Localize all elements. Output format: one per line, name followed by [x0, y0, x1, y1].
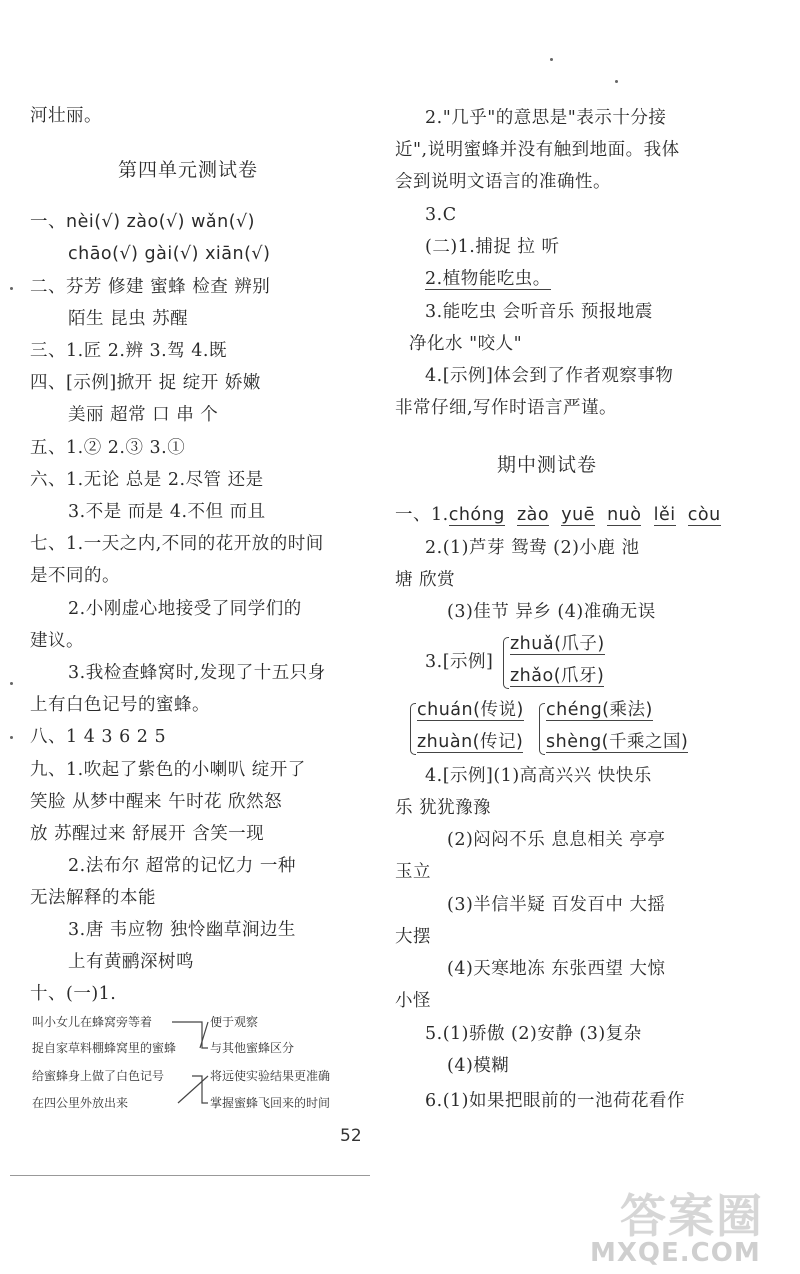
- match-right-item: 将远使实验结果更准确: [210, 1069, 331, 1083]
- answer-m6: 6.(1)如果把眼前的一池荷花看作: [425, 1091, 685, 1111]
- answer-q9-line4: 2.法布尔 超常的记忆力 一种: [68, 856, 296, 876]
- answer-q8: 八、1 4 3 6 2 5: [30, 727, 167, 747]
- answer-m4-line8: 小怪: [395, 991, 431, 1011]
- match-right-item: 掌握蜜蜂飞回来的时间: [210, 1096, 331, 1110]
- match-left-item: 在四公里外放出来: [32, 1096, 129, 1110]
- answer-q7-line1: 七、1.一天之内,不同的花开放的时间: [30, 534, 324, 554]
- answer-m3-prefix: 3.[示例]: [425, 652, 494, 672]
- answer-q6-line1: 六、1.无论 总是 2.尽管 还是: [30, 470, 264, 490]
- answer-q7-line4: 建议。: [30, 631, 84, 651]
- answer-q9-line3: 放 苏醒过来 舒展开 含笑一现: [30, 824, 265, 844]
- text-line: 河壮丽。: [30, 106, 102, 126]
- answer-m2-line3: (3)佳节 异乡 (4)准确无误: [447, 602, 656, 622]
- page-number: 52: [340, 1126, 362, 1146]
- answer-q9-line2: 笑脸 从梦中醒来 午时花 欣然怒: [30, 792, 283, 812]
- answer-q7-line5: 3.我检查蜂窝时,发现了十五只身: [68, 663, 326, 683]
- answer-m2-line1: 2.(1)芦芽 鸳鸯 (2)小鹿 池: [425, 538, 640, 558]
- polyphone-reading: chéng(乘法): [546, 700, 653, 720]
- scan-speck: [10, 287, 13, 290]
- answer-q9-line6: 3.唐 韦应物 独怜幽草涧边生: [68, 920, 296, 940]
- answer-m4-line3: (2)闷闷不乐 息息相关 亭亭: [447, 830, 666, 850]
- answer-m1: 一、1.chóng zào yuē nuò lěi còu: [395, 505, 721, 525]
- match-line: [178, 1076, 208, 1103]
- answer-q2-line2: 陌生 昆虫 苏醒: [68, 309, 189, 329]
- scan-speck: [550, 58, 553, 61]
- scan-speck: [615, 80, 618, 83]
- underlined-answer: 2.植物能吃虫。: [425, 269, 551, 289]
- match-left-item: 捉自家草料棚蜂窝里的蜜蜂: [32, 1041, 177, 1055]
- scan-speck: [10, 682, 13, 685]
- answer-q1-line2: chāo(√) gài(√) xiān(√): [68, 244, 271, 264]
- text-line: 3.C: [425, 205, 457, 225]
- match-left-item: 叫小女儿在蜂窝旁等着: [32, 1015, 153, 1029]
- answer-m4-line4: 玉立: [395, 862, 431, 882]
- answer-q4-line1: 四、[示例]掀开 捉 绽开 娇嫩: [30, 373, 261, 393]
- answer-m4-line2: 乐 犹犹豫豫: [395, 798, 492, 818]
- pinyin-answer: chóng: [448, 505, 505, 525]
- answer-m4-line6: 大摆: [395, 927, 431, 947]
- polyphone-reading: zhuǎ(爪子): [510, 634, 605, 654]
- answer-q1-line1: 一、nèi(√) zào(√) wǎn(√): [30, 212, 256, 232]
- text-line: [425, 267, 551, 291]
- match-lines: [0, 0, 395, 1130]
- brace: [539, 703, 545, 755]
- text-line: 会到说明文语言的准确性。: [395, 172, 611, 192]
- answer-m4-line5: (3)半信半疑 百发百中 大摇: [447, 895, 666, 915]
- match-left-item: 给蜜蜂身上做了白色记号: [32, 1069, 165, 1083]
- pinyin-answer: nuò: [607, 505, 642, 525]
- watermark-logo: 答案圈: [620, 1189, 764, 1243]
- text-line: 4.[示例]体会到了作者观察事物: [425, 366, 674, 386]
- answer-q2-line1: 二、芬芳 修建 蜜蜂 检查 辨别: [30, 277, 271, 297]
- answer-m2-line2: 塘 欣赏: [395, 570, 456, 590]
- answer-q9-line5: 无法解释的本能: [30, 888, 156, 908]
- answer-q4-line2: 美丽 超常 口 串 个: [68, 405, 219, 425]
- pinyin-answer: yuē: [561, 505, 595, 525]
- answer-q7-line2: 是不同的。: [30, 566, 120, 586]
- bottom-rule: [10, 1175, 370, 1176]
- text-line: (二)1.捕捉 拉 听: [425, 237, 560, 257]
- scan-speck: [10, 736, 13, 739]
- answer-q9-line1: 九、1.吹起了紫色的小喇叭 绽开了: [30, 760, 306, 780]
- match-line: [192, 1076, 208, 1103]
- text-line: 2."几乎"的意思是"表示十分接: [425, 108, 667, 128]
- brace: [410, 703, 416, 755]
- match-right-item: 便于观察: [210, 1015, 259, 1029]
- watermark: [560, 1170, 800, 1274]
- brace: [503, 637, 509, 689]
- answer-q7-line6: 上有白色记号的蜜蜂。: [30, 695, 210, 715]
- polyphone-reading: zhǎo(爪牙): [510, 666, 605, 686]
- match-right-item: 与其他蜜蜂区分: [210, 1041, 295, 1055]
- section-title-midterm: 期中测试卷: [497, 454, 598, 476]
- match-line: [200, 1022, 208, 1048]
- answer-m4-line7: (4)天寒地冻 东张西望 大惊: [447, 959, 666, 979]
- section-title-unit4: 第四单元测试卷: [118, 159, 259, 181]
- answer-q10-header: 十、(一)1.: [30, 984, 117, 1004]
- polyphone-reading: chuán(传说): [417, 700, 524, 720]
- answer-q6-line2: 3.不是 而是 4.不但 而且: [68, 502, 266, 522]
- answer-q3: 三、1.匠 2.辨 3.驾 4.既: [30, 341, 227, 361]
- answer-q9-line7: 上有黄鹂深树鸣: [68, 952, 194, 972]
- answer-m5-line1: 5.(1)骄傲 (2)安静 (3)复杂: [425, 1024, 642, 1044]
- answer-m5-line2: (4)模糊: [447, 1056, 510, 1076]
- answer-q7-line3: 2.小刚虚心地接受了同学们的: [68, 599, 302, 619]
- answer-q5: 五、1.② 2.③ 3.①: [30, 438, 186, 458]
- answer-m4-line1: 4.[示例](1)高高兴兴 快快乐: [425, 766, 652, 786]
- text-line: 近",说明蜜蜂并没有触到地面。我体: [395, 140, 680, 160]
- match-line: [172, 1022, 208, 1048]
- pinyin-answer: lěi: [653, 505, 676, 525]
- polyphone-reading: shèng(千乘之国): [546, 732, 689, 752]
- watermark-url: MXQE.COM: [590, 1238, 761, 1268]
- text-line: 净化水 "咬人": [409, 334, 523, 354]
- pinyin-answer: zào: [516, 505, 550, 525]
- pinyin-answer: còu: [687, 505, 721, 525]
- polyphone-reading: zhuàn(传记): [417, 732, 524, 752]
- text-line: 非常仔细,写作时语言严谨。: [395, 398, 618, 418]
- text-line: 3.能吃虫 会听音乐 预报地震: [425, 302, 653, 322]
